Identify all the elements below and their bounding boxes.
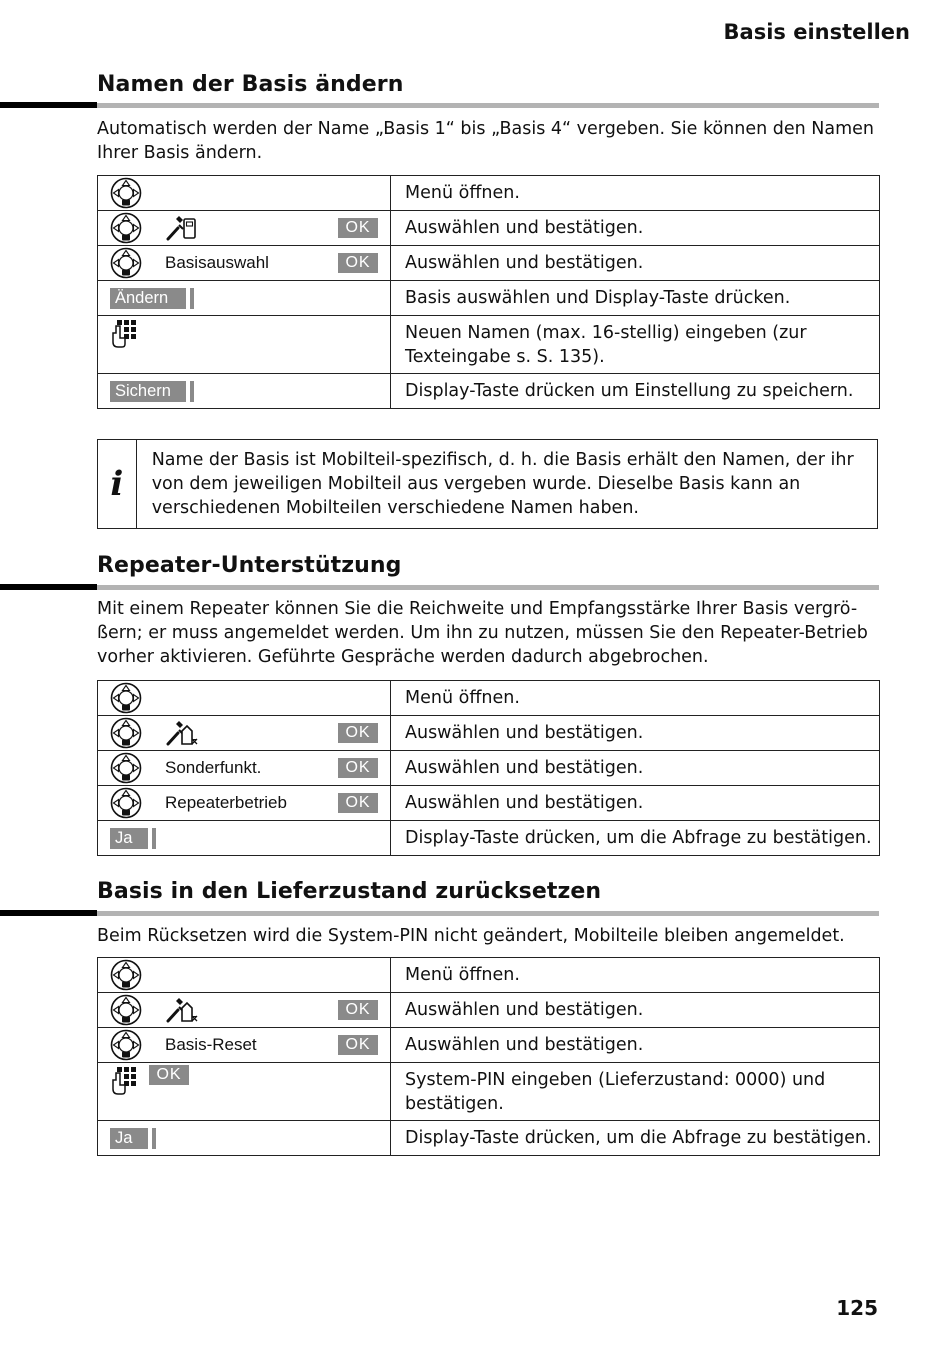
section-rule-gray (97, 103, 879, 108)
step-key-cell (98, 211, 391, 246)
navigation-key-icon (110, 752, 142, 784)
step-description: Menü öffnen. (391, 958, 880, 993)
section-intro: Automatisch werden der Name „Basis 1“ bis „Basis 4“ vergeben. Sie können den Namen Ihrer Basis ändern. (97, 119, 875, 163)
settings-icon (165, 215, 199, 241)
section-rule-black (0, 584, 97, 590)
info-icon: i (98, 440, 137, 528)
step-key-group (110, 788, 378, 818)
step-description: Neuen Namen (max. 16-stellig) eingeben (zur Texteingabe s. S. 135). (391, 316, 880, 374)
step-row (98, 958, 880, 993)
step-key-group (110, 318, 378, 348)
navigation-key-icon (110, 682, 142, 714)
step-row (98, 1063, 880, 1121)
step-key-group (110, 376, 378, 406)
navigation-key-icon (110, 177, 142, 209)
section-rule-gray (97, 585, 879, 590)
step-row (98, 821, 880, 856)
info-note-text: Name der Basis ist Mobilteil-spezifisch, d. h. die Basis erhält den Namen, der ihr von dem jeweiligen Mobilteil aus vergeben wurde. Dieselbe Basis kann an verschiedenen Mobilteilen verschiedene Namen haben. (151, 450, 854, 518)
step-key-group (110, 960, 378, 990)
navigation-key-icon (110, 787, 142, 819)
ok-key[interactable]: OK (338, 723, 378, 743)
step-description: Auswählen und bestätigen. (391, 246, 880, 281)
step-description: Basis auswählen und Display-Taste drücken. (391, 281, 880, 316)
section-rule-black (0, 102, 97, 108)
menu-item-label: Basis-Reset (165, 1035, 257, 1054)
ok-key[interactable]: OK (149, 1065, 189, 1085)
display-key[interactable]: Ja (110, 1128, 152, 1149)
step-key-group (110, 683, 378, 713)
step-key-group (110, 753, 378, 783)
section-title: Repeater-Unterstützung (97, 553, 402, 578)
step-key-cell (98, 176, 391, 211)
step-description: System-PIN eingeben (Lieferzustand: 0000) und bestätigen. (391, 1063, 880, 1121)
step-key-cell (98, 786, 391, 821)
section-rule-gray (97, 911, 879, 916)
display-key[interactable]: Ja (110, 828, 152, 849)
step-key-cell (98, 716, 391, 751)
step-description: Display-Taste drücken, um die Abfrage zu bestätigen. (391, 1121, 880, 1156)
menu-item-label: Repeaterbetrieb (165, 793, 287, 812)
menu-item-label: Sonderfunkt. (165, 758, 262, 777)
step-description: Auswählen und bestätigen. (391, 751, 880, 786)
step-key-cell (98, 246, 391, 281)
step-description: Auswählen und bestätigen. (391, 1028, 880, 1063)
navigation-key-icon (110, 212, 142, 244)
keypad-icon (110, 318, 138, 350)
display-key[interactable]: Ändern (110, 288, 190, 309)
step-key-cell (98, 821, 391, 856)
navigation-key-icon (110, 717, 142, 749)
steps-table (97, 175, 880, 409)
ok-key[interactable]: OK (338, 253, 378, 273)
step-description: Auswählen und bestätigen. (391, 716, 880, 751)
steps-table (97, 680, 880, 856)
step-description: Auswählen und bestätigen. (391, 993, 880, 1028)
step-key-cell (98, 681, 391, 716)
step-key-group (110, 1030, 378, 1060)
step-row (98, 316, 880, 374)
step-row (98, 716, 880, 751)
step-row (98, 1028, 880, 1063)
step-key-group (110, 213, 378, 243)
page-number: 125 (836, 1296, 878, 1320)
navigation-key-icon (110, 959, 142, 991)
ok-key[interactable]: OK (338, 793, 378, 813)
step-key-group (110, 1123, 378, 1153)
step-row (98, 681, 880, 716)
step-key-cell (98, 1063, 391, 1121)
step-key-group (110, 823, 378, 853)
step-key-cell (98, 958, 391, 993)
step-key-group (110, 178, 378, 208)
steps-table (97, 957, 880, 1156)
step-description: Auswählen und bestätigen. (391, 786, 880, 821)
step-row (98, 993, 880, 1028)
section-intro: Beim Rücksetzen wird die System-PIN nicht geändert, Mobilteile bleiben angemeldet. (97, 926, 845, 946)
step-description: Display-Taste drücken, um die Abfrage zu bestätigen. (391, 821, 880, 856)
info-note (97, 439, 878, 529)
base-settings-icon (165, 997, 199, 1023)
step-description: Menü öffnen. (391, 176, 880, 211)
step-row (98, 281, 880, 316)
display-key[interactable]: Sichern (110, 381, 190, 402)
page-header-title: Basis einstellen (723, 20, 910, 44)
keypad-icon (110, 1065, 138, 1097)
step-row (98, 751, 880, 786)
step-row (98, 374, 880, 409)
step-description: Auswählen und bestätigen. (391, 211, 880, 246)
step-description: Menü öffnen. (391, 681, 880, 716)
step-row (98, 176, 880, 211)
ok-key[interactable]: OK (338, 218, 378, 238)
navigation-key-icon (110, 1029, 142, 1061)
step-key-group (110, 248, 378, 278)
step-key-cell (98, 1121, 391, 1156)
step-key-cell (98, 374, 391, 409)
navigation-key-icon (110, 994, 142, 1026)
menu-item-label: Basisauswahl (165, 253, 269, 272)
step-key-cell (98, 993, 391, 1028)
step-key-group (110, 718, 378, 748)
step-key-cell (98, 751, 391, 786)
step-key-cell (98, 316, 391, 374)
ok-key[interactable]: OK (338, 1000, 378, 1020)
step-row (98, 211, 880, 246)
step-row (98, 786, 880, 821)
step-row (98, 1121, 880, 1156)
section-title: Namen der Basis ändern (97, 72, 404, 97)
navigation-key-icon (110, 247, 142, 279)
section-title: Basis in den Lieferzustand zurücksetzen (97, 879, 602, 904)
step-key-group (110, 995, 378, 1025)
step-key-group (110, 283, 378, 313)
step-key-cell (98, 281, 391, 316)
step-description: Display-Taste drücken um Einstellung zu speichern. (391, 374, 880, 409)
section-rule-black (0, 910, 97, 916)
step-key-group (110, 1065, 378, 1095)
step-key-cell (98, 1028, 391, 1063)
section-intro: Mit einem Repeater können Sie die Reichweite und Empfangsstärke Ihrer Basis vergrö-ßern; er muss angemeldet werden. Um ihn zu nutzen, müssen Sie den Repeater-Betrieb vorher aktivieren. Geführte Gespräche werden dadurch abgebrochen. (97, 599, 868, 667)
ok-key[interactable]: OK (338, 758, 378, 778)
ok-key[interactable]: OK (338, 1035, 378, 1055)
base-settings-icon (165, 720, 199, 746)
step-row (98, 246, 880, 281)
